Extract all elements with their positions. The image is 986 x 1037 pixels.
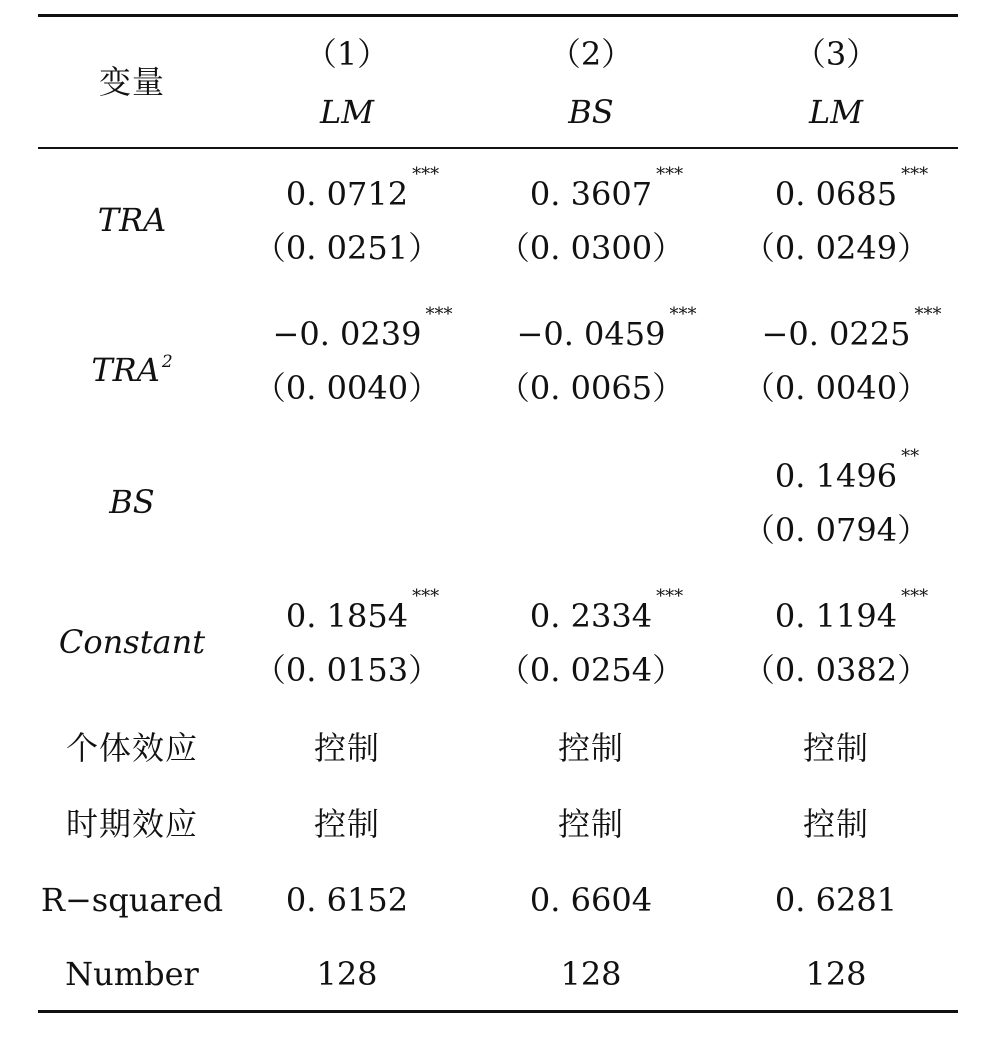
coef-tra2-col3: −0. 0225 ***	[761, 304, 942, 353]
coef-constant-col3: 0. 1194 ***	[774, 586, 929, 635]
se-tra-col3: （0. 0249）	[742, 229, 930, 267]
significance-stars: ***	[412, 586, 440, 607]
row-label-number: Number	[65, 955, 199, 993]
row-label-r-squared: R−squared	[40, 881, 224, 919]
significance-stars: ***	[412, 164, 440, 185]
se-constant-col1: （0. 0153）	[253, 651, 441, 689]
top-rule	[38, 14, 958, 17]
number-col3: 128	[805, 955, 867, 993]
individual-effect-col1: 控制	[313, 729, 380, 767]
header-col-3-number: （3）	[793, 35, 879, 73]
header-col-1-number: （1）	[304, 35, 390, 73]
se-bs-col3: （0. 0794）	[742, 511, 930, 549]
significance-stars: ***	[656, 164, 684, 185]
coef-tra2-col1: −0. 0239 ***	[272, 304, 453, 353]
significance-stars: ***	[656, 586, 684, 607]
individual-effect-col2: 控制	[557, 729, 624, 767]
individual-effect-col3: 控制	[802, 729, 869, 767]
significance-stars: ***	[914, 304, 942, 325]
row-label-tra: TRA	[97, 201, 167, 239]
row-label-time-effect: 时期效应	[65, 805, 198, 843]
se-tra2-col3: （0. 0040）	[742, 369, 930, 407]
coef-bs-col3: 0. 1496 **	[774, 446, 920, 495]
row-label-bs: BS	[109, 483, 155, 521]
time-effect-col3: 控制	[802, 805, 869, 843]
coef-tra-col3: 0. 0685 ***	[774, 164, 929, 213]
se-tra-col2: （0. 0300）	[497, 229, 685, 267]
number-col2: 128	[560, 955, 622, 993]
row-label-constant: Constant	[58, 623, 206, 661]
coef-constant-col1: 0. 1854 ***	[285, 586, 440, 635]
coef-constant-col2: 0. 2334 ***	[529, 586, 684, 635]
header-variable-label: 变量	[98, 63, 165, 101]
row-label-individual-effect: 个体效应	[65, 729, 198, 767]
header-col-1-dependent: LM	[319, 93, 374, 131]
header-rule	[38, 147, 958, 149]
se-tra2-col1: （0. 0040）	[253, 369, 441, 407]
significance-stars: ***	[669, 304, 697, 325]
number-col1: 128	[316, 955, 378, 993]
se-constant-col2: （0. 0254）	[497, 651, 685, 689]
r-squared-col2: 0. 6604	[529, 881, 653, 919]
r-squared-col1: 0. 6152	[285, 881, 409, 919]
r-squared-col3: 0. 6281	[774, 881, 898, 919]
superscript-two: 2	[161, 352, 173, 372]
coef-tra-col1: 0. 0712 ***	[285, 164, 440, 213]
header-col-2-number: （2）	[548, 35, 634, 73]
se-constant-col3: （0. 0382）	[742, 651, 930, 689]
se-tra2-col2: （0. 0065）	[497, 369, 685, 407]
significance-stars: **	[901, 446, 920, 467]
significance-stars: ***	[425, 304, 453, 325]
coef-tra2-col2: −0. 0459 ***	[516, 304, 697, 353]
row-label-tra-squared: TRA $^2$	[91, 351, 173, 389]
time-effect-col1: 控制	[313, 805, 380, 843]
se-tra-col1: （0. 0251）	[253, 229, 441, 267]
time-effect-col2: 控制	[557, 805, 624, 843]
significance-stars: ***	[901, 586, 929, 607]
coef-tra-col2: 0. 3607 ***	[529, 164, 684, 213]
header-col-3-dependent: LM	[808, 93, 863, 131]
header-col-2-dependent: BS	[568, 93, 614, 131]
bottom-rule	[38, 1010, 958, 1013]
significance-stars: ***	[901, 164, 929, 185]
